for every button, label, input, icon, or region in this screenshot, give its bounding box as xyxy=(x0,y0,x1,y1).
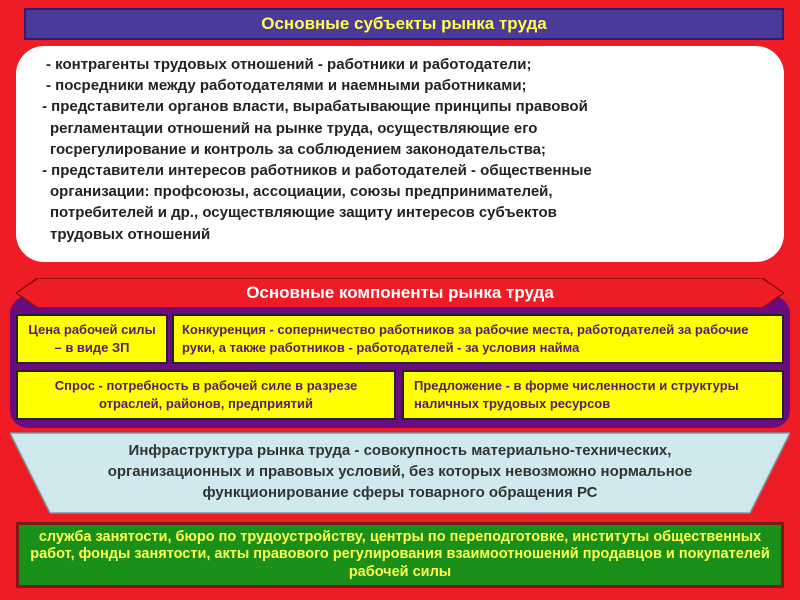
supply-box: Предложение - в форме численности и структуры наличных трудовых ресурсов xyxy=(402,370,784,420)
page-title: Основные субъекты рынка труда xyxy=(261,14,547,33)
subjects-line: - посредники между работодателями и наемными работниками; xyxy=(46,77,527,95)
components-title-ribbon xyxy=(16,278,784,308)
components-title: Основные компоненты рынка труда xyxy=(246,283,554,302)
subjects-line: госрегулирование и контроль за соблюдением законодательства; xyxy=(50,140,546,158)
subjects-line: организации: профсоюзы, ассоциации, союзы предпринимателей, xyxy=(50,183,553,201)
subjects-line: потребителей и др., осуществляющие защиту интересов субъектов xyxy=(50,204,557,222)
title-banner xyxy=(24,8,784,40)
services-box xyxy=(16,522,784,588)
competition-box: Конкуренция - соперничество работников за рабочие места, работодателей за рабочие руки, а также работников - работодателей - за условия найма xyxy=(172,314,784,364)
services-text: служба занятости, бюро по трудоустройству, центры по переподготовке, институты общественных работ, фонды занятости, акты правового регулирования взаимоотношений продавцов и покупателей рабочей силы xyxy=(30,528,770,580)
subjects-line: - контрагенты трудовых отношений - работники и работодатели; xyxy=(46,56,532,73)
subjects-line: трудовых отношений xyxy=(50,225,211,243)
subjects-line: - представители интересов работников и работодателей - общественные xyxy=(42,162,592,180)
demand-box: Спрос - потребность в рабочей силе в разрезе отраслей, районов, предприятий xyxy=(16,370,396,420)
infrastructure-text: Инфраструктура рынка труда - совокупность материально-технических, организационных и правовых условий, без которых невозможно нормальное функционирование сферы товарного обращения РС xyxy=(107,442,693,501)
subjects-line: регламентации отношений на рынке труда, осуществляющие его xyxy=(50,119,538,137)
subjects-line: - представители органов власти, вырабатывающие принципы правовой xyxy=(42,98,588,116)
price-box: Цена рабочей силы – в виде ЗП xyxy=(16,314,168,364)
subjects-box xyxy=(16,46,784,262)
